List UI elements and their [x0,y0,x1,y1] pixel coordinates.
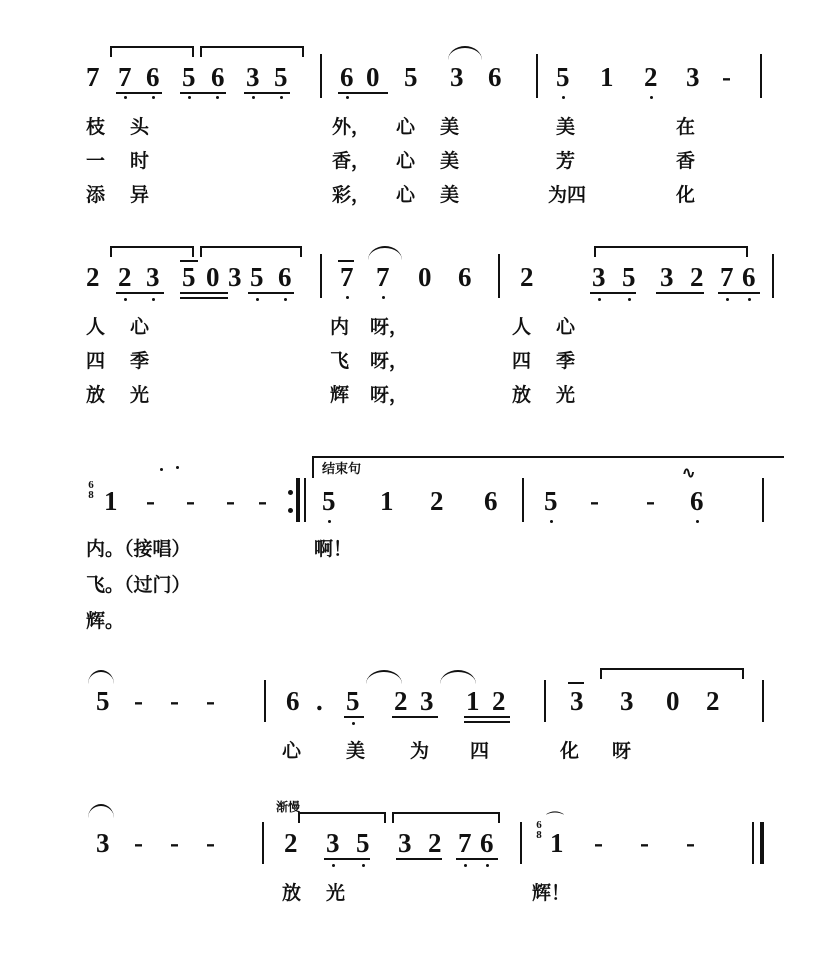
lyric: 放 [86,384,106,406]
barline [262,822,264,864]
note: 5 [182,262,196,292]
note: 0 [366,62,380,92]
octave-dot [346,96,349,99]
note: 6 [340,62,354,92]
note: 7 [376,262,390,292]
lyric: 心 [282,740,302,762]
note: 3 [686,62,700,92]
note: 7 [458,828,472,858]
note: 5 [622,262,636,292]
note: 3 [246,62,260,92]
slur [88,670,114,684]
lyric: 美 [346,740,366,762]
lyric: 为四 [548,184,587,206]
note: 6 [286,686,300,716]
note: 5 [96,686,110,716]
note: - [134,828,143,858]
note: - [226,486,235,516]
phrase-bracket [594,246,748,257]
repeat-dot [288,490,293,495]
note: 6 [690,486,704,516]
note: 3 [450,62,464,92]
section-left-edge [312,456,314,478]
note: 2 [428,828,442,858]
note: - [134,686,143,716]
lyric: 放 [512,384,532,406]
note: 2 [118,262,132,292]
octave-dot [216,96,219,99]
note: 6 [480,828,494,858]
system-2 [0,240,832,420]
octave-dot [252,96,255,99]
note: 1 [550,828,564,858]
slur [440,670,476,684]
slur [366,670,402,684]
beam [456,858,498,860]
note: 3 [326,828,340,858]
note: - [594,828,603,858]
lyric: 辉！ [532,882,571,904]
lyric: 心 [130,316,150,338]
note: 3 [620,686,634,716]
final-barline-thick [760,822,764,864]
lyric: 外， [332,116,371,138]
repeat-dot [288,508,293,513]
note: - [640,828,649,858]
octave-dot [628,298,631,301]
barline [536,54,538,98]
note: 6 [211,62,225,92]
lyric: 光 [556,384,576,406]
lyric: 季 [556,350,576,372]
lyric: 化 [676,184,696,206]
lyric: 心 [556,316,576,338]
lyric: 香， [332,150,371,172]
octave-dot [332,864,335,867]
octave-dot [284,298,287,301]
phrase-bracket [110,46,194,57]
note: 2 [644,62,658,92]
note: 1 [104,486,118,516]
lyric: 一 [86,150,106,172]
lyric: 彩， [332,184,371,206]
beam [396,858,442,860]
lyric: 呀， [370,350,409,372]
octave-dot [256,298,259,301]
octave-dot [562,96,565,99]
note: 2 [706,686,720,716]
note: 2 [492,686,506,716]
phrase-bracket [392,812,500,823]
octave-dot [280,96,283,99]
note: - [590,486,599,516]
phrase-bracket [298,812,386,823]
note: 3 [228,262,242,292]
lyric: 飞。（过门） [86,574,191,596]
lyric: 美 [440,116,460,138]
lyric: 枝 [86,116,106,138]
beam [116,292,164,294]
note: - [646,486,655,516]
octave-dot [152,298,155,301]
lyric: 心 [396,184,416,206]
note: 2 [284,828,298,858]
note: 0 [666,686,680,716]
lyric: 时 [130,150,150,172]
final-barline-thin [752,822,754,864]
octave-dot [748,298,751,301]
hold-dash [338,260,354,262]
beam [180,92,226,94]
note: - [170,686,179,716]
note: 5 [404,62,418,92]
note: 2 [690,262,704,292]
octave-dot [550,520,553,523]
lyric: 呀， [370,316,409,338]
note: 1 [466,686,480,716]
note: 2 [430,486,444,516]
note: - [686,828,695,858]
system-4 [0,660,832,780]
note: 7 [86,62,100,92]
barline [320,54,322,98]
octave-dot [650,96,653,99]
lyric: 四 [470,740,490,762]
lyric: 呀 [612,740,632,762]
system-3 [0,440,832,650]
note: 3 [146,262,160,292]
lyric: 飞 [330,350,350,372]
note: 5 [346,686,360,716]
note: 5 [182,62,196,92]
lyric: 光 [326,882,346,904]
phrase-bracket [600,668,744,679]
octave-dot [346,296,349,299]
note: 3 [592,262,606,292]
barline [762,680,764,722]
section-label: 结束句 [322,462,362,477]
lyric: 化 [560,740,580,762]
note: 3 [96,828,110,858]
barline [762,478,764,522]
barline [520,822,522,864]
lyric: 为 [410,740,430,762]
lyric: 心 [396,150,416,172]
octave-dot [598,298,601,301]
phrase-bracket [200,46,304,57]
lyric: 辉。 [86,610,125,632]
barline [760,54,762,98]
octave-dot [696,520,699,523]
lyric: 四 [86,350,106,372]
note: . [316,686,323,716]
phrase-bracket [110,246,194,257]
slur [448,46,482,60]
octave-dot [486,864,489,867]
lyric: 人 [512,316,532,338]
lyric: 人 [86,316,106,338]
note: 5 [544,486,558,516]
lyric: 香 [676,150,696,172]
hold-dash [180,260,198,262]
time-signature: 6 8 [536,819,542,841]
lyric: 美 [440,150,460,172]
note: - [206,828,215,858]
tempo-annotation: 渐慢 [276,800,301,814]
phrase-bracket [200,246,302,257]
beam [464,716,510,718]
hold-dash [568,682,584,684]
beam [116,92,162,94]
octave-dot [152,96,155,99]
lyric: 季 [130,350,150,372]
note: 6 [278,262,292,292]
lyric: 添 [86,184,106,206]
beam [248,292,294,294]
beam [324,858,370,860]
lyric: 美 [556,116,576,138]
note: 6 [488,62,502,92]
beam [180,292,228,294]
note: 3 [420,686,434,716]
beam [338,92,388,94]
note: 5 [356,828,370,858]
time-signature: 6 8 [88,479,94,501]
note: 3 [398,828,412,858]
repeat-barline [296,478,300,522]
lyric: 内 [330,316,350,338]
note: 0 [418,262,432,292]
beam [718,292,760,294]
note: 2 [86,262,100,292]
octave-dot [176,466,179,469]
lyric: 辉 [330,384,350,406]
note: - [146,486,155,516]
lyric: 啊！ [314,538,353,560]
octave-dot [188,96,191,99]
note: 5 [556,62,570,92]
note: 6 [146,62,160,92]
note: 7 [340,262,354,292]
note: 6 [458,262,472,292]
lyric: 内。（接唱） [86,538,191,560]
note: 1 [600,62,614,92]
lyric: 异 [130,184,150,206]
lyric: 在 [676,116,696,138]
lyric: 芳 [556,150,576,172]
barline [772,254,774,298]
lyric: 四 [512,350,532,372]
octave-dot [124,96,127,99]
note: 5 [274,62,288,92]
slur [88,804,114,818]
note: 5 [322,486,336,516]
lyric: 头 [130,116,150,138]
system-5 [0,790,832,920]
note: 5 [250,262,264,292]
barline [264,680,266,722]
repeat-barline-thin [304,478,306,522]
note: - [206,686,215,716]
note: 6 [742,262,756,292]
lyric: 光 [130,384,150,406]
octave-dot [382,296,385,299]
octave-dot [124,298,127,301]
barline [498,254,500,298]
note: 1 [380,486,394,516]
fermata-icon: ⌒ [546,811,564,831]
note: 3 [660,262,674,292]
lyric: 呀， [370,384,409,406]
beam [392,716,438,718]
octave-dot [352,722,355,725]
barline [522,478,524,522]
beam [590,292,636,294]
octave-dot [726,298,729,301]
beam [464,721,510,723]
note: 7 [118,62,132,92]
note: - [722,62,731,92]
slur [368,246,402,260]
system-1 [0,40,832,220]
note: 2 [394,686,408,716]
note: 0 [206,262,220,292]
lyric: 放 [282,882,302,904]
octave-dot [160,468,163,471]
vibrato-icon: ∿ [682,465,696,482]
beam [180,297,228,299]
octave-dot [328,520,331,523]
barline [544,680,546,722]
beam [344,716,364,718]
note: 7 [720,262,734,292]
octave-dot [464,864,467,867]
section-top-line [312,456,784,458]
note: - [258,486,267,516]
note: - [170,828,179,858]
beam [656,292,704,294]
beam [244,92,290,94]
barline [320,254,322,298]
note: - [186,486,195,516]
lyric: 心 [396,116,416,138]
octave-dot [362,864,365,867]
note: 6 [484,486,498,516]
note: 2 [520,262,534,292]
note: 3 [570,686,584,716]
lyric: 美 [440,184,460,206]
